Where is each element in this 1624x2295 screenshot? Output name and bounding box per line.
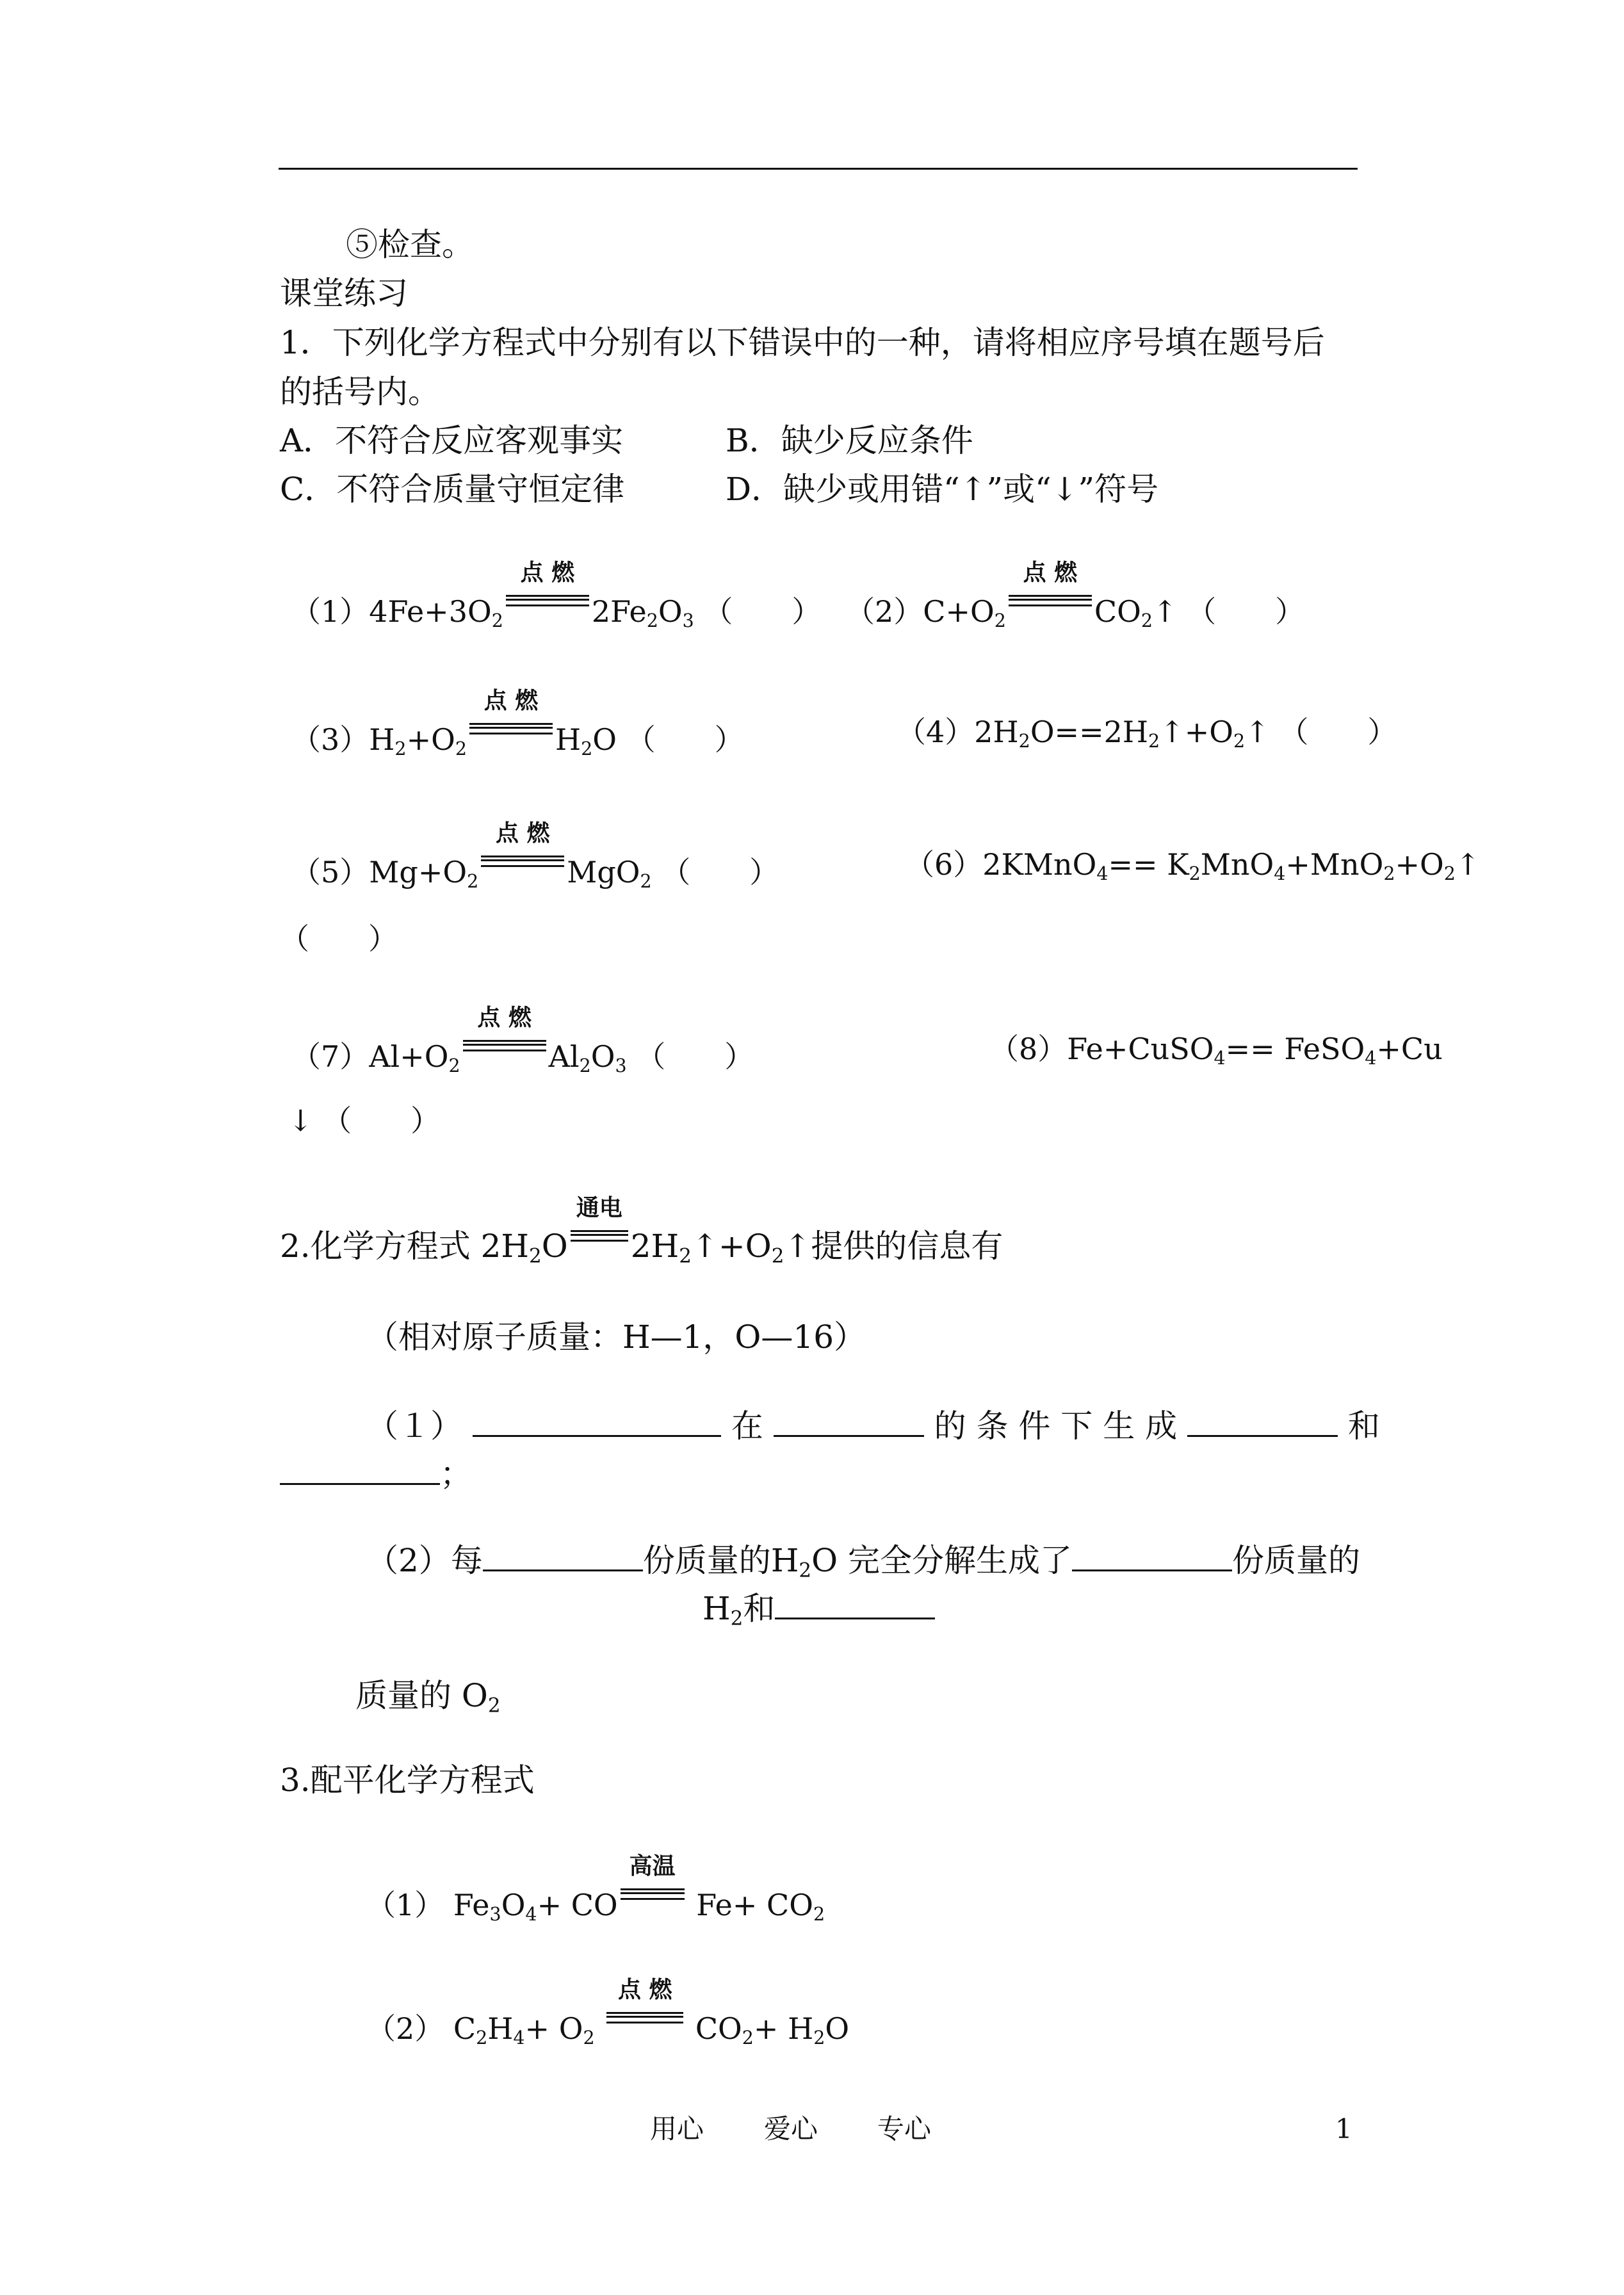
q3-title: 3.配平化学方程式 [280,1762,535,1799]
q2-part2-end: 质量的 $O_2$ [355,1677,501,1717]
q1-equation-8: （8）Fe+CuSO$_4$== FeSO$_4$+Cu [989,1032,1443,1069]
condition-electrolysis: 通电 [571,1221,628,1257]
condition-ignition: 点 燃 [481,847,564,882]
q2-part2-continued: $H_2$和 [702,1588,935,1628]
q3-equation-2: （2） $C_2H_4+ O_2$ 点 燃 $CO_2+ H_2O$ [366,1977,850,2048]
fill-blank[interactable] [775,1588,935,1619]
q2-note: （相对原子质量：H—1，O—16） [366,1318,866,1356]
answer-blank[interactable]: （ ） [703,594,822,629]
fill-blank[interactable] [280,1454,440,1485]
q1-equation-4: $(4)2H_2O==2H_2↑+O_2↑$ （ ） [897,715,1397,752]
q1-stem-line2: 的括号内。 [280,373,440,410]
footer-motto-2: 爱心 [764,2113,818,2145]
condition-high-temperature: 高温 [621,1879,685,1915]
footer-motto-1: 用心 [650,2113,704,2145]
footer-motto-3: 专心 [877,2113,932,2145]
condition-ignition: 点 燃 [606,2003,683,2039]
q1-equation-2: $(2)C+O_2$ 点 燃 $CO_2↑$ （ ） [845,560,1305,631]
q1-equation-7: $(7)Al+O_2$ 点 燃 $Al_2O_3$ （ ） [291,1005,754,1076]
fill-blank[interactable] [483,1540,643,1571]
q1-stem-line1: 1．下列化学方程式中分别有以下错误中的一种，请将相应序号填在题号后 [280,324,1325,361]
q2-stem: 2.化学方程式 $2H_2O$ 通电 $2H_2↑+O_2↑$提供的信息有 [280,1195,1003,1268]
q1-equation-8-continued: ↓ （ ） [288,1103,441,1138]
fill-blank[interactable] [1187,1406,1338,1437]
condition-ignition: 点 燃 [506,586,589,622]
q1-option-c: C．不符合质量守恒定律 [280,471,625,508]
condition-ignition: 点 燃 [463,1031,546,1067]
q2-part1: （１） 在 的 条 件 下 生 成 和 [366,1406,1380,1445]
q1-equation-5: $(5)Mg+O_2$ 点 燃 MgO$_2$ （ ） [291,820,779,892]
q1-option-d: D．缺少或用错“↑”或“↓”符号 [726,471,1159,508]
q1-equation-3: $(3)H_2+O_2$ 点 燃 $H_2O$ （ ） [291,688,744,759]
fill-blank[interactable] [473,1406,721,1437]
section-title: 课堂练习 [280,275,408,312]
q1-equation-6: （6）2KMnO$_4$== $K_2MnO_4+MnO_2+O_2↑$ [905,847,1481,884]
condition-ignition: 点 燃 [469,714,553,750]
fill-blank[interactable] [1072,1540,1232,1571]
step-5-check: ⑤检查。 [346,226,474,263]
answer-blank[interactable]: （ ） [1187,594,1305,629]
page-number: 1 [1335,2113,1352,2145]
q2-part1-continued: ； [280,1454,472,1493]
answer-blank[interactable]: （ ） [636,1039,754,1074]
answer-blank[interactable]: （ ） [280,921,398,956]
q2-part2: （2）每 份质量的$H_2O$ 完全分解生成了 份质量的 [366,1540,1360,1580]
answer-blank[interactable]: （ ） [322,1103,441,1138]
answer-blank[interactable]: （ ） [626,722,744,757]
answer-blank[interactable]: （ ） [1279,715,1397,749]
answer-blank[interactable]: （ ） [661,855,779,889]
q1-option-a: A．不符合反应客观事实 [280,422,624,459]
q1-equation-1: $(1)4Fe+3O_2$ 点 燃 $2Fe_2O_3$ （ ） [291,560,822,631]
q1-option-b: B．缺少反应条件 [726,422,973,459]
fill-blank[interactable] [774,1406,924,1437]
condition-ignition: 点 燃 [1009,586,1092,622]
q3-equation-1: （1） $Fe_3O_4+$ CO 高温 $Fe+ CO_2$ [366,1853,825,1925]
header-rule [279,168,1358,170]
